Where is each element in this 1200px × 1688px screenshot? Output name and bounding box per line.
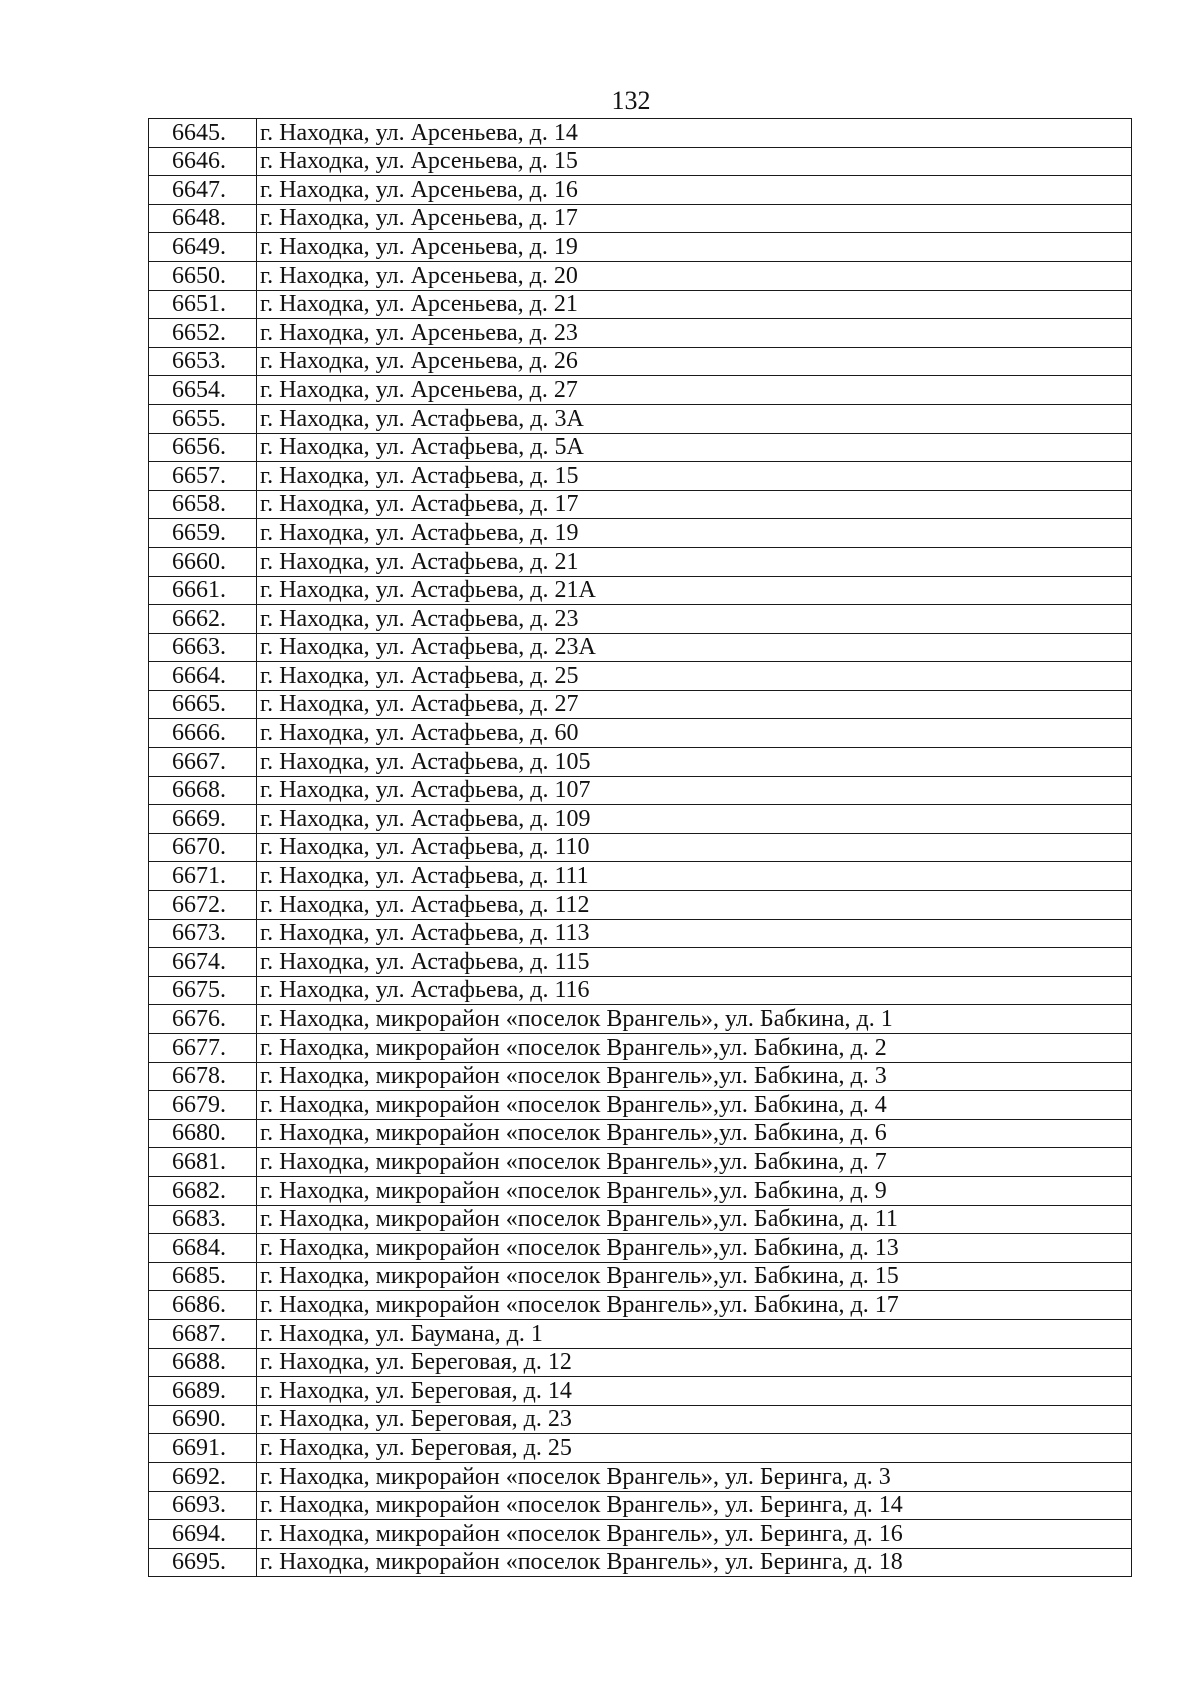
row-number-cell: 6662. [149,605,257,634]
address-cell: г. Находка, ул. Астафьева, д. 109 [257,805,1132,834]
address-cell: г. Находка, микрорайон «поселок Врангель»,ул. Бабкина, д. 17 [257,1291,1132,1320]
table-row [149,690,1132,719]
row-number-cell: 6646. [149,147,257,176]
table-row [149,719,1132,748]
page-number: 132 [611,86,651,115]
address-cell: г. Находка, микрорайон «поселок Врангель», ул. Беринга, д. 16 [257,1520,1132,1549]
address-cell: г. Находка, ул. Астафьева, д. 25 [257,662,1132,691]
address-cell: г. Находка, микрорайон «поселок Врангель», ул. Беринга, д. 3 [257,1462,1132,1491]
table-row [149,1319,1132,1348]
row-number-cell: 6693. [149,1491,257,1520]
table-row [149,748,1132,777]
row-number-cell: 6651. [149,290,257,319]
address-cell: г. Находка, ул. Астафьева, д. 21А [257,576,1132,605]
table-row [149,204,1132,233]
row-number-cell: 6682. [149,1176,257,1205]
row-number-cell: 6694. [149,1520,257,1549]
address-cell: г. Находка, микрорайон «поселок Врангель»,ул. Бабкина, д. 11 [257,1205,1132,1234]
row-number-cell: 6672. [149,891,257,920]
address-cell: г. Находка, ул. Астафьева, д. 17 [257,490,1132,519]
row-number-cell: 6678. [149,1062,257,1091]
table-row [149,147,1132,176]
address-table-body [149,119,1132,1577]
table-row [149,519,1132,548]
row-number-cell: 6664. [149,662,257,691]
row-number-cell: 6667. [149,748,257,777]
table-row [149,1377,1132,1406]
address-cell: г. Находка, ул. Астафьева, д. 5А [257,433,1132,462]
table-row [149,1520,1132,1549]
row-number-cell: 6684. [149,1234,257,1263]
address-cell: г. Находка, ул. Береговая, д. 14 [257,1377,1132,1406]
row-number-cell: 6687. [149,1319,257,1348]
table-row [149,862,1132,891]
address-cell: г. Находка, микрорайон «поселок Врангель»,ул. Бабкина, д. 3 [257,1062,1132,1091]
address-cell: г. Находка, ул. Астафьева, д. 27 [257,690,1132,719]
address-cell: г. Находка, ул. Баумана, д. 1 [257,1319,1132,1348]
table-row [149,776,1132,805]
table-row [149,1234,1132,1263]
address-cell: г. Находка, ул. Астафьева, д. 21 [257,547,1132,576]
address-cell: г. Находка, ул. Арсеньева, д. 21 [257,290,1132,319]
row-number-cell: 6654. [149,376,257,405]
table-row [149,919,1132,948]
table-row [149,1405,1132,1434]
table-row [149,233,1132,262]
address-cell: г. Находка, ул. Астафьева, д. 105 [257,748,1132,777]
address-cell: г. Находка, микрорайон «поселок Врангель»,ул. Бабкина, д. 13 [257,1234,1132,1263]
address-cell: г. Находка, ул. Астафьева, д. 116 [257,976,1132,1005]
address-cell: г. Находка, микрорайон «поселок Врангель», ул. Беринга, д. 14 [257,1491,1132,1520]
table-row [149,1205,1132,1234]
table-row [149,404,1132,433]
row-number-cell: 6663. [149,633,257,662]
row-number-cell: 6658. [149,490,257,519]
row-number-cell: 6685. [149,1262,257,1291]
row-number-cell: 6679. [149,1091,257,1120]
address-cell: г. Находка, ул. Астафьева, д. 107 [257,776,1132,805]
table-row [149,948,1132,977]
address-cell: г. Находка, ул. Астафьева, д. 60 [257,719,1132,748]
table-row [149,633,1132,662]
address-cell: г. Находка, ул. Астафьева, д. 23А [257,633,1132,662]
row-number-cell: 6673. [149,919,257,948]
table-row [149,1091,1132,1120]
row-number-cell: 6652. [149,319,257,348]
row-number-cell: 6661. [149,576,257,605]
address-cell: г. Находка, ул. Арсеньева, д. 15 [257,147,1132,176]
row-number-cell: 6676. [149,1005,257,1034]
row-number-cell: 6681. [149,1148,257,1177]
row-number-cell: 6670. [149,833,257,862]
table-row [149,1005,1132,1034]
table-row [149,1291,1132,1320]
address-cell: г. Находка, микрорайон «поселок Врангель»,ул. Бабкина, д. 2 [257,1034,1132,1063]
address-cell: г. Находка, микрорайон «поселок Врангель»,ул. Бабкина, д. 4 [257,1091,1132,1120]
table-row [149,1462,1132,1491]
address-cell: г. Находка, ул. Арсеньева, д. 20 [257,261,1132,290]
row-number-cell: 6660. [149,547,257,576]
address-table [148,118,1132,1577]
table-row [149,605,1132,634]
row-number-cell: 6656. [149,433,257,462]
address-cell: г. Находка, ул. Астафьева, д. 111 [257,862,1132,891]
table-row [149,1548,1132,1577]
address-cell: г. Находка, ул. Астафьева, д. 113 [257,919,1132,948]
address-cell: г. Находка, ул. Арсеньева, д. 14 [257,119,1132,148]
table-row [149,662,1132,691]
table-row [149,1119,1132,1148]
address-cell: г. Находка, микрорайон «поселок Врангель»,ул. Бабкина, д. 9 [257,1176,1132,1205]
row-number-cell: 6692. [149,1462,257,1491]
row-number-cell: 6688. [149,1348,257,1377]
address-cell: г. Находка, ул. Арсеньева, д. 23 [257,319,1132,348]
row-number-cell: 6675. [149,976,257,1005]
row-number-cell: 6674. [149,948,257,977]
row-number-cell: 6647. [149,176,257,205]
address-cell: г. Находка, ул. Береговая, д. 25 [257,1434,1132,1463]
table-row [149,1148,1132,1177]
address-cell: г. Находка, ул. Астафьева, д. 115 [257,948,1132,977]
address-cell: г. Находка, ул. Береговая, д. 12 [257,1348,1132,1377]
table-row [149,1262,1132,1291]
address-cell: г. Находка, ул. Астафьева, д. 112 [257,891,1132,920]
row-number-cell: 6669. [149,805,257,834]
table-row [149,176,1132,205]
row-number-cell: 6653. [149,347,257,376]
row-number-cell: 6677. [149,1034,257,1063]
row-number-cell: 6665. [149,690,257,719]
table-row [149,1062,1132,1091]
row-number-cell: 6671. [149,862,257,891]
table-row [149,1034,1132,1063]
row-number-cell: 6649. [149,233,257,262]
row-number-cell: 6695. [149,1548,257,1577]
table-row [149,833,1132,862]
table-row [149,376,1132,405]
address-cell: г. Находка, микрорайон «поселок Врангель», ул. Бабкина, д. 1 [257,1005,1132,1034]
row-number-cell: 6659. [149,519,257,548]
table-row [149,547,1132,576]
table-row [149,261,1132,290]
row-number-cell: 6683. [149,1205,257,1234]
address-cell: г. Находка, микрорайон «поселок Врангель»,ул. Бабкина, д. 15 [257,1262,1132,1291]
row-number-cell: 6680. [149,1119,257,1148]
address-cell: г. Находка, ул. Арсеньева, д. 26 [257,347,1132,376]
row-number-cell: 6690. [149,1405,257,1434]
address-cell: г. Находка, микрорайон «поселок Врангель»,ул. Бабкина, д. 6 [257,1119,1132,1148]
table-row [149,433,1132,462]
row-number-cell: 6666. [149,719,257,748]
address-cell: г. Находка, ул. Астафьева, д. 19 [257,519,1132,548]
table-row [149,119,1132,148]
address-cell: г. Находка, ул. Арсеньева, д. 16 [257,176,1132,205]
address-cell: г. Находка, ул. Астафьева, д. 3А [257,404,1132,433]
address-cell: г. Находка, ул. Береговая, д. 23 [257,1405,1132,1434]
row-number-cell: 6655. [149,404,257,433]
table-row [149,576,1132,605]
table-row [149,976,1132,1005]
address-cell: г. Находка, ул. Арсеньева, д. 17 [257,204,1132,233]
row-number-cell: 6648. [149,204,257,233]
row-number-cell: 6657. [149,462,257,491]
address-cell: г. Находка, ул. Астафьева, д. 110 [257,833,1132,862]
row-number-cell: 6691. [149,1434,257,1463]
table-row [149,490,1132,519]
row-number-cell: 6645. [149,119,257,148]
table-row [149,290,1132,319]
table-row [149,347,1132,376]
row-number-cell: 6668. [149,776,257,805]
address-cell: г. Находка, микрорайон «поселок Врангель»,ул. Бабкина, д. 7 [257,1148,1132,1177]
row-number-cell: 6689. [149,1377,257,1406]
row-number-cell: 6686. [149,1291,257,1320]
table-row [149,805,1132,834]
table-row [149,891,1132,920]
row-number-cell: 6650. [149,261,257,290]
table-row [149,1434,1132,1463]
address-cell: г. Находка, ул. Астафьева, д. 15 [257,462,1132,491]
table-row [149,1348,1132,1377]
address-cell: г. Находка, микрорайон «поселок Врангель», ул. Беринга, д. 18 [257,1548,1132,1577]
address-cell: г. Находка, ул. Арсеньева, д. 19 [257,233,1132,262]
table-row [149,1491,1132,1520]
address-cell: г. Находка, ул. Арсеньева, д. 27 [257,376,1132,405]
table-row [149,1176,1132,1205]
table-row [149,319,1132,348]
table-row [149,462,1132,491]
address-cell: г. Находка, ул. Астафьева, д. 23 [257,605,1132,634]
